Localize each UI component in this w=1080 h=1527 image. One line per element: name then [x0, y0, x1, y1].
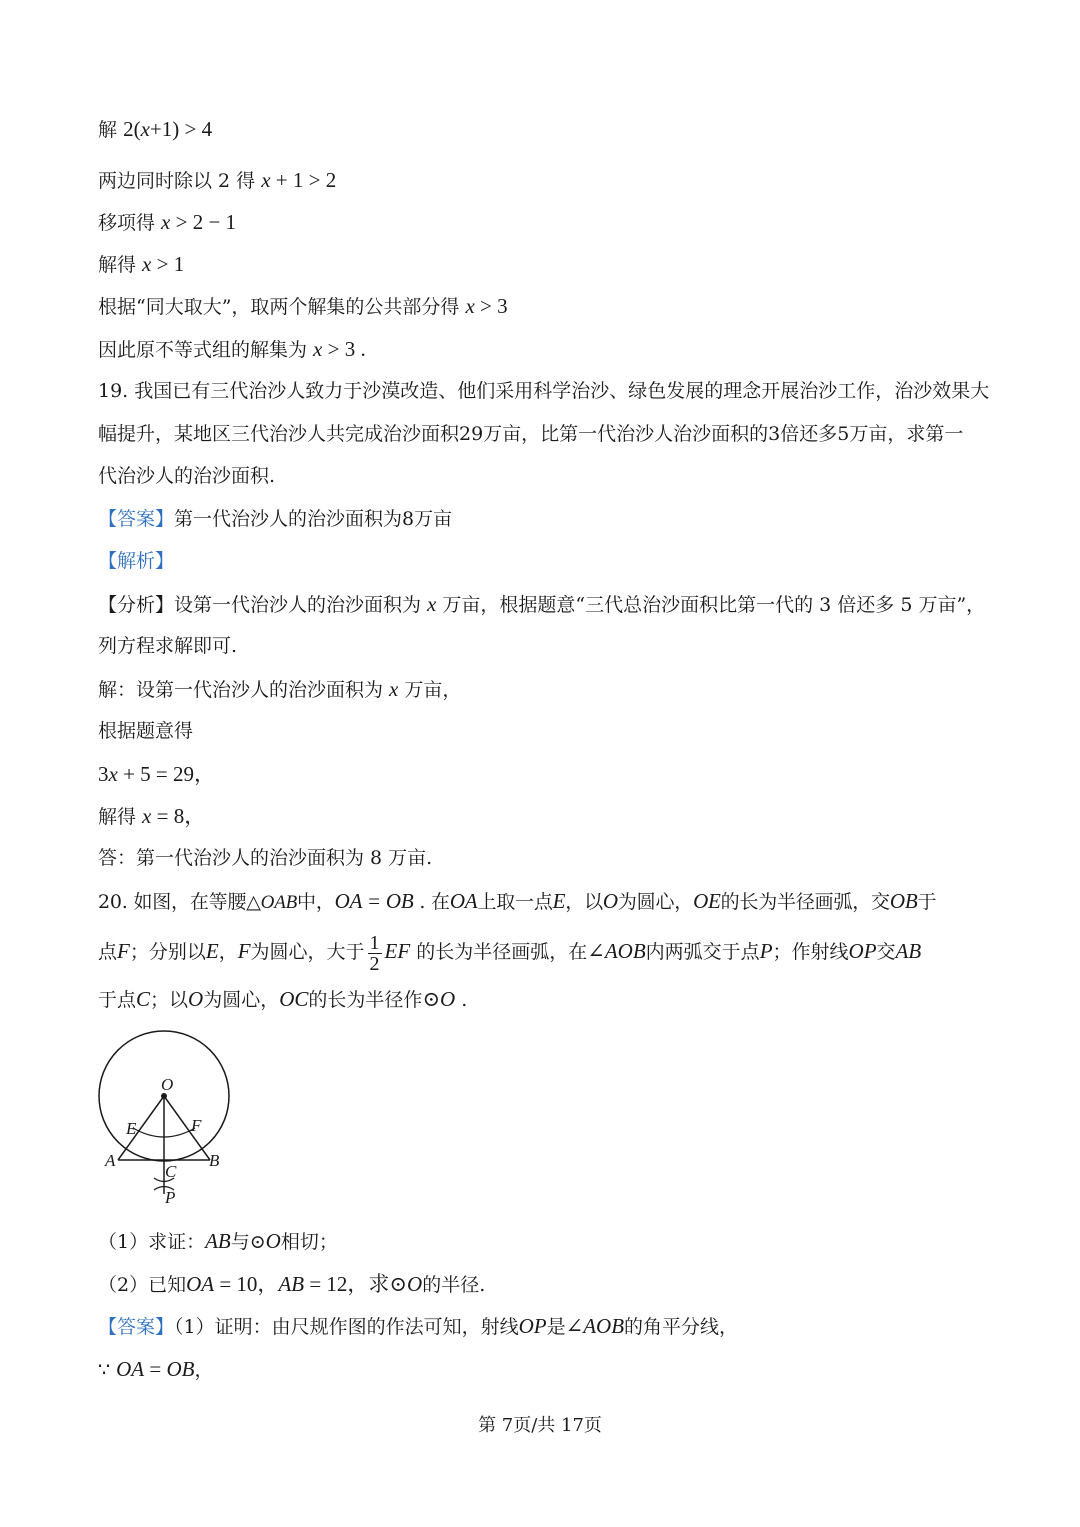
math: +1) > 4	[149, 117, 213, 141]
text: ；作射线	[772, 941, 849, 963]
math: > 3 .	[322, 337, 366, 361]
solve-line	[98, 116, 984, 143]
math: ⊙O	[422, 987, 456, 1011]
math: AB	[205, 1229, 231, 1253]
math: OA = OB	[334, 889, 414, 913]
fenxi-line-2: 列方程求解即可.	[98, 635, 238, 657]
text: 的角平分线，	[624, 1316, 739, 1338]
text: 因此原不等式组的解集为	[98, 339, 314, 361]
sol19-equation	[98, 761, 984, 788]
answer-20	[98, 1313, 984, 1340]
math-var: x	[465, 294, 475, 318]
q20-line-1	[98, 888, 984, 916]
math-var: x	[108, 762, 118, 786]
sub-question-1	[98, 1228, 984, 1255]
answer-text: 第一代治沙人的治沙面积为8万亩	[174, 508, 453, 530]
answer-tag: 【答案】	[98, 508, 175, 530]
text: ，	[194, 1359, 214, 1381]
math: △OAB	[246, 892, 298, 913]
answer-tag: 【答案】	[98, 1316, 175, 1338]
text: 解得	[98, 254, 143, 276]
text: 20. 如图，在等腰	[98, 891, 247, 913]
move-term-line	[98, 209, 984, 236]
text: （1）求证：	[98, 1231, 206, 1253]
sol19-line-1	[98, 676, 984, 703]
math-var: x	[261, 168, 271, 192]
fenxi-line-1	[98, 591, 984, 618]
segment-ob	[164, 1096, 210, 1160]
q19-line-2: 幅提升，某地区三代治沙人共完成治沙面积29万亩，比第一代治沙人治沙面积的3倍还多5万亩，求第一	[98, 423, 964, 445]
math: AB	[278, 1272, 305, 1296]
text: 根据“同大取大”，取两个解集的公共部分得	[98, 296, 466, 318]
math: F	[237, 939, 251, 963]
math: O	[602, 889, 618, 913]
math: OA	[186, 1272, 215, 1296]
text: 为圆心，	[617, 891, 694, 913]
math: ∠AOB	[565, 1314, 625, 1338]
math: O	[265, 1229, 281, 1253]
math-var: x	[389, 677, 399, 701]
label-o: O	[161, 1075, 174, 1094]
math: E	[552, 889, 566, 913]
q19-line-3: 代治沙人的治沙面积.	[98, 465, 276, 487]
label-e: E	[126, 1119, 137, 1138]
math: C	[136, 987, 151, 1011]
math: EF	[384, 939, 411, 963]
answer-19	[98, 506, 984, 532]
text: 与⊙	[230, 1231, 266, 1253]
text: 中，	[297, 891, 335, 913]
math: 2(	[123, 117, 141, 141]
page-footer: 第 7页/共 17页	[478, 1415, 602, 1436]
math: AB	[895, 939, 922, 963]
text: 的长为半径画弧，在	[410, 941, 588, 963]
conclusion-line	[98, 336, 984, 363]
text: .	[455, 989, 468, 1011]
text: 万亩，根据题意“三代总治沙面积比第一代的 3 倍还多 5 万亩”，	[436, 594, 986, 616]
math: OP	[848, 939, 877, 963]
text: （1）证明：由尺规作图的作法可知，射线	[174, 1316, 519, 1338]
q20-line-2	[98, 926, 984, 977]
math: > 2 − 1	[170, 210, 237, 234]
text: 是	[546, 1316, 566, 1338]
text: ；以	[150, 989, 189, 1011]
frac-numerator: 1	[369, 931, 380, 954]
fraction-one-half	[368, 933, 382, 974]
text: 上取一点	[477, 891, 553, 913]
because-symbol: ∵	[98, 1359, 117, 1381]
text: 解得	[98, 806, 143, 828]
text: ；分别以	[129, 941, 206, 963]
text: 移项得	[98, 212, 162, 234]
math: = 8，	[151, 804, 206, 828]
label-f: F	[191, 1116, 202, 1135]
math-var: x	[140, 117, 150, 141]
text: 于	[917, 891, 937, 913]
frac-denominator: 2	[369, 952, 380, 975]
text: ，	[218, 941, 238, 963]
math-var: x	[142, 252, 152, 276]
math: P	[759, 939, 773, 963]
text: . 在	[413, 891, 450, 913]
math: E	[205, 939, 219, 963]
text: 的长为半径画弧，交	[720, 891, 890, 913]
text: 两边同时除以 2 得	[98, 170, 262, 192]
math: + 5 = 29，	[117, 762, 216, 786]
text: 内两弧交于点	[645, 941, 760, 963]
text: 【分析】设第一代治沙人的治沙面积为	[98, 594, 428, 616]
math: > 3	[474, 294, 508, 318]
text: 为圆心，	[203, 989, 280, 1011]
math: OB	[889, 889, 918, 913]
math-var: x	[142, 804, 152, 828]
text: 交	[876, 941, 896, 963]
math-var: x	[313, 337, 323, 361]
label-c: C	[165, 1162, 177, 1181]
math: OA	[449, 889, 478, 913]
math: O	[188, 987, 204, 1011]
analysis-tag: 【解析】	[98, 550, 175, 572]
text: 为圆心，大于	[250, 941, 365, 963]
math: OE	[693, 889, 721, 913]
text: 万亩，	[398, 679, 462, 701]
rule-line	[98, 293, 984, 320]
divide-line	[98, 167, 984, 194]
sol19-line-2: 根据题意得	[98, 720, 194, 742]
math: 3	[98, 762, 109, 786]
math: OC	[279, 987, 309, 1011]
segment-oa	[118, 1096, 164, 1160]
sol19-solve	[98, 803, 984, 830]
math: O	[407, 1272, 423, 1296]
q20-line-3	[98, 986, 984, 1013]
text: 点	[98, 941, 118, 963]
text: 的长为半径作	[308, 989, 423, 1011]
math-var: x	[161, 210, 171, 234]
text: 于点	[98, 989, 137, 1011]
math: =	[144, 1357, 167, 1381]
math: = 10，	[214, 1272, 279, 1296]
math: = 12，求⊙	[304, 1272, 408, 1296]
text: 解	[98, 119, 118, 141]
geometry-figure	[92, 1028, 242, 1208]
text: 的半径.	[422, 1274, 486, 1296]
label-p: P	[165, 1188, 176, 1207]
sub-question-2	[98, 1271, 984, 1298]
sol19-answer: 答：第一代治沙人的治沙面积为 8 万亩.	[98, 847, 433, 869]
math: OB	[166, 1357, 195, 1381]
math: F	[117, 939, 130, 963]
because-line	[98, 1356, 984, 1383]
math: > 1	[151, 252, 185, 276]
math: OP	[518, 1314, 547, 1338]
text: ，以	[565, 891, 603, 913]
label-b: B	[209, 1151, 220, 1170]
math-var: x	[427, 592, 437, 616]
result-line	[98, 251, 984, 278]
q19-line-1: 19. 我国已有三代治沙人致力于沙漠改造、他们采用科学治沙、绿色发展的理念开展治沙工作，治沙效果大	[98, 380, 990, 402]
text: 相切；	[280, 1231, 338, 1253]
math: OA	[116, 1357, 145, 1381]
text: （2）已知	[98, 1274, 187, 1296]
label-a: A	[105, 1151, 116, 1170]
math: + 1 > 2	[270, 168, 337, 192]
math: ∠AOB	[587, 939, 646, 963]
text: 解：设第一代治沙人的治沙面积为	[98, 679, 390, 701]
